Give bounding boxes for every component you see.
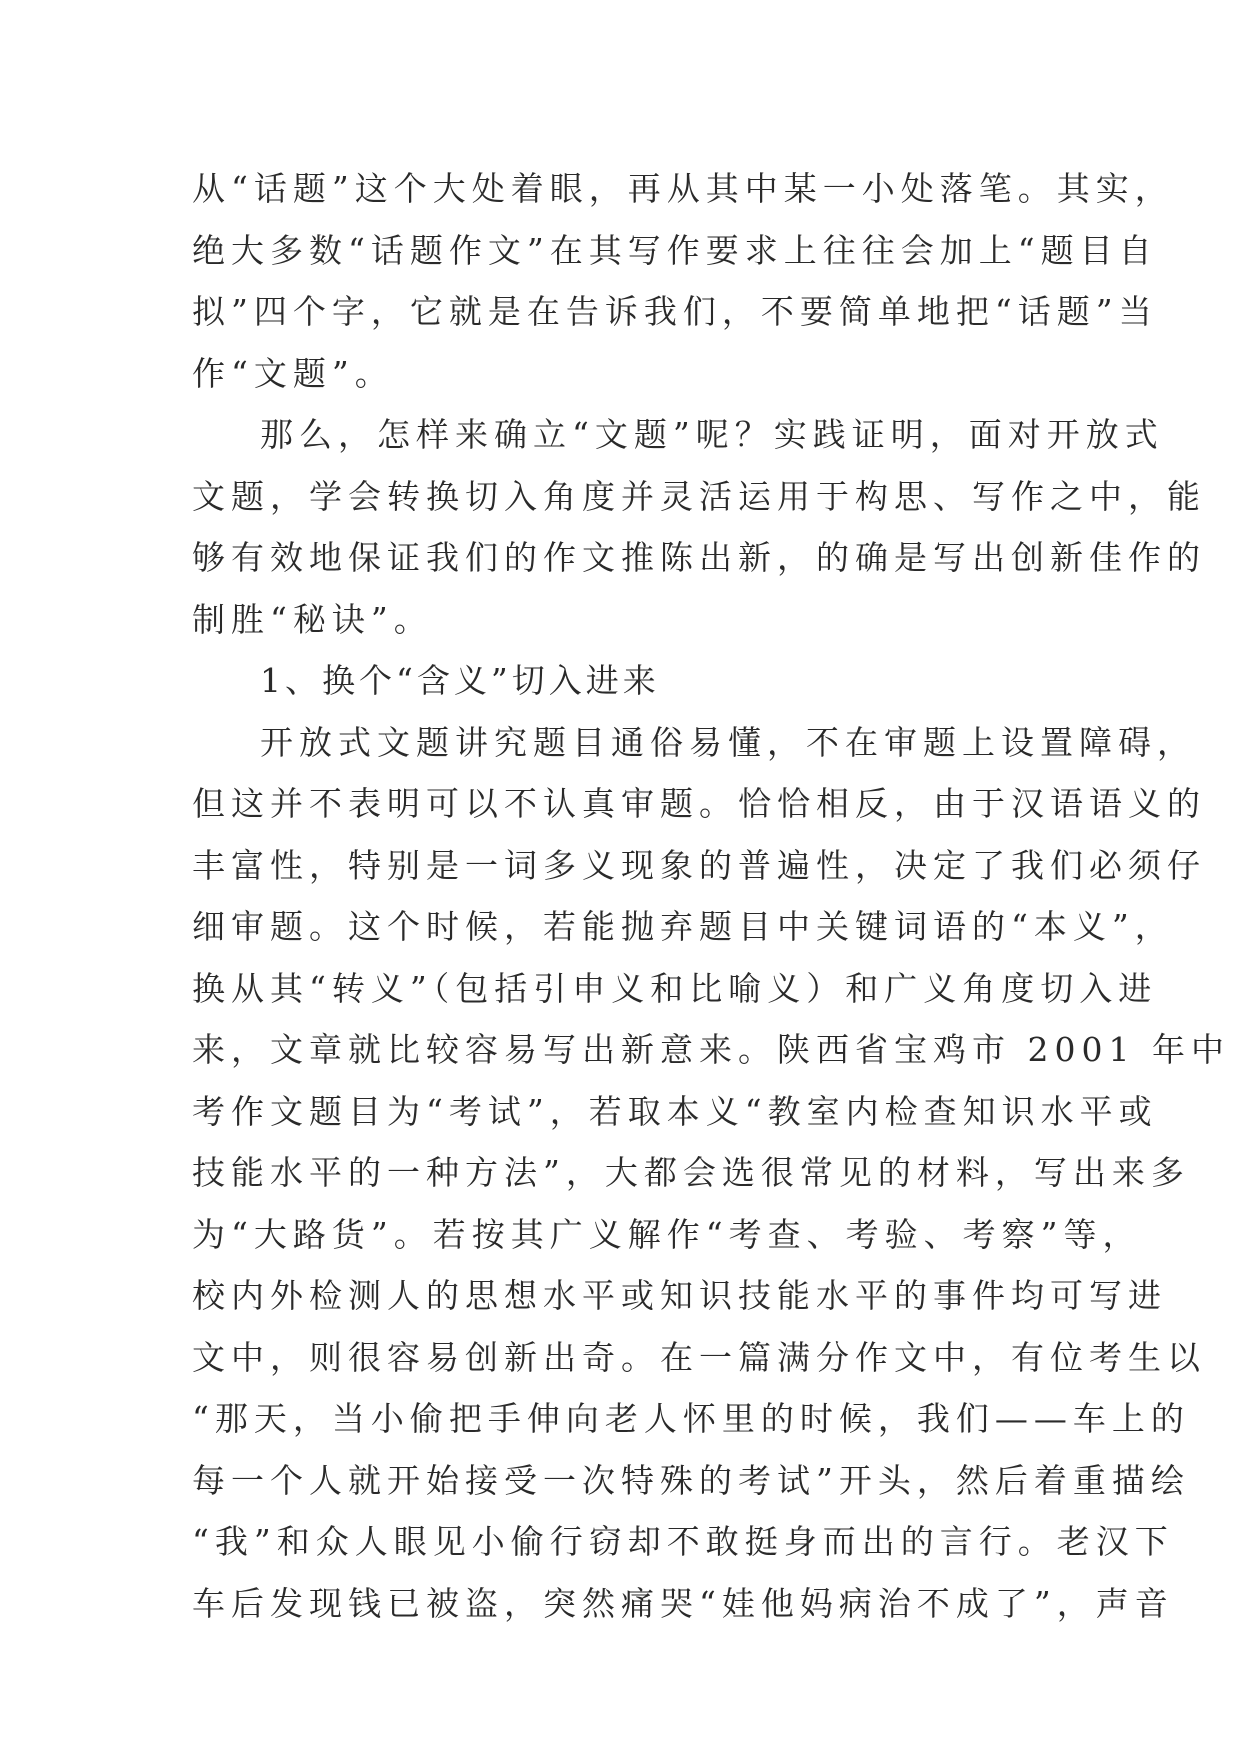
text-line: 校内外检测人的思想水平或知识技能水平的事件均可写进 <box>192 1276 1167 1315</box>
text-line: 换从其“转义”（包括引申义和比喻义）和广义角度切入进 <box>192 968 1158 1008</box>
text-line: 车后发现钱已被盗，突然痛哭“娃他妈病治不成了”，声音 <box>192 1583 1174 1623</box>
paragraph-start-line: 那么，怎样来确立“文题”呢？实践证明，面对开放式 <box>260 415 1164 454</box>
text-line: 从“话题”这个大处着眼，再从其中某一小处落笔。其实， <box>192 169 1174 208</box>
body-text <box>192 158 1230 1634</box>
text-line: 但这并不表明可以不认真审题。恰恰相反，由于汉语语义的 <box>192 784 1206 823</box>
text-line: 文中，则很容易创新出奇。在一篇满分作文中，有位考生以 <box>192 1337 1206 1377</box>
text-line: 为“大路货”。若按其广义解作“考查、考验、考察”等， <box>192 1214 1142 1254</box>
text-line: 绝大多数“话题作文”在其写作要求上往往会加上“题目自 <box>192 230 1158 270</box>
text-line: 丰富性，特别是一词多义现象的普遍性，决定了我们必须仔 <box>192 845 1206 885</box>
paragraph-start-line: 开放式文题讲究题目通俗易懂，不在审题上设置障碍， <box>260 722 1196 762</box>
text-line: “那天，当小偷把手伸向老人怀里的时候，我们——车上的 <box>192 1399 1190 1438</box>
text-line: 细审题。这个时候，若能抛弃题目中关键词语的“本义”， <box>192 907 1174 946</box>
text-line: 考作文题目为“考试”，若取本义“教室内检查知识水平或 <box>192 1091 1158 1131</box>
section-heading: 1、换个“含义”切入进来 <box>260 661 660 700</box>
text-line: 文题，学会转换切入角度并灵活运用于构思、写作之中，能 <box>192 476 1206 516</box>
text-line: 拟”四个字，它就是在告诉我们，不要简单地把“话题”当 <box>192 292 1158 331</box>
text-line: 作“文题”。 <box>192 353 394 393</box>
text-line: 技能水平的一种方法”，大都会选很常见的材料，写出来多 <box>192 1153 1190 1192</box>
text-line: 每一个人就开始接受一次特殊的考试”开头，然后着重描绘 <box>192 1460 1190 1500</box>
text-line: “我”和众人眼见小偷行窃却不敢挺身而出的言行。老汉下 <box>192 1522 1174 1561</box>
text-line: 够有效地保证我们的作文推陈出新，的确是写出创新佳作的 <box>192 538 1206 577</box>
text-line: 制胜“秘诀”。 <box>192 599 433 639</box>
text-line: 来，文章就比较容易写出新意来。陕西省宝鸡市 2001 年中 <box>192 1030 1230 1069</box>
